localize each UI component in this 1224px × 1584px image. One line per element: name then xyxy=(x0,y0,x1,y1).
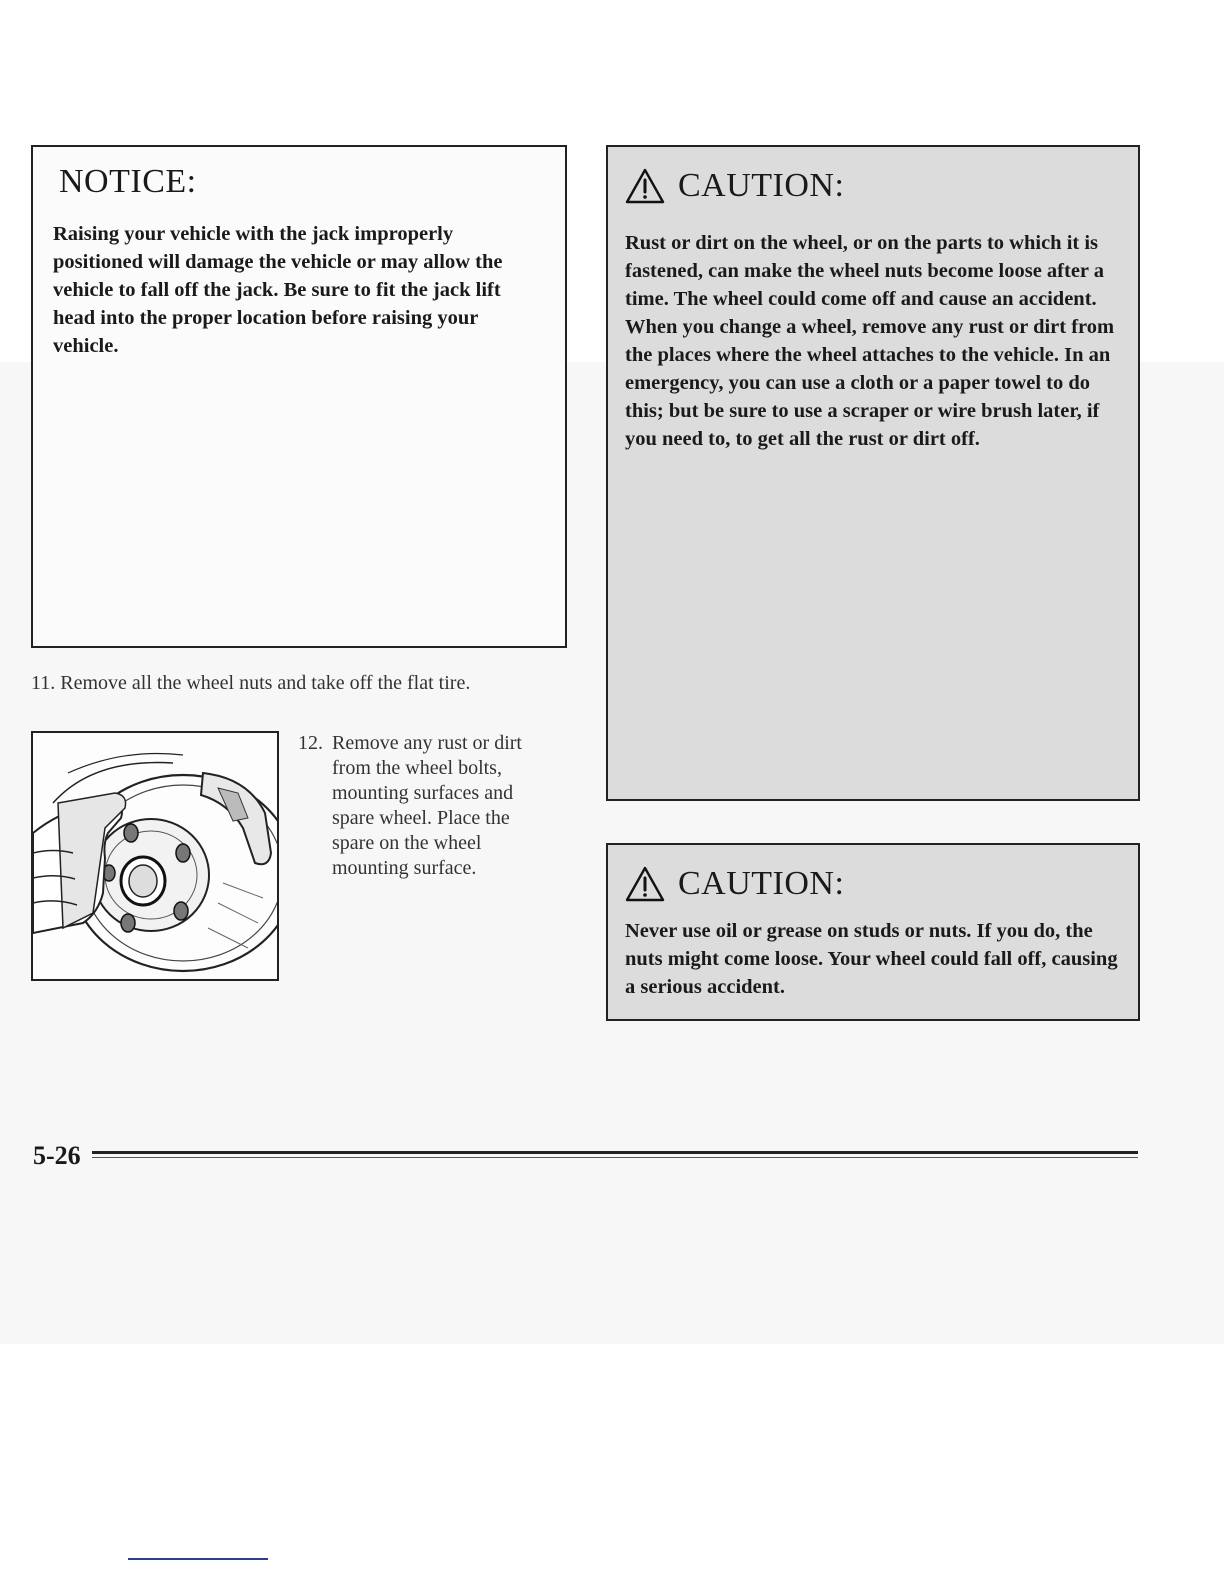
step-12-number: 12. xyxy=(298,732,323,754)
caution-2-header xyxy=(624,865,844,903)
caution-2-body: Never use oil or grease on studs or nuts. If you do, the nuts might come loose. Your wheel could fall off, causing a serious accident. xyxy=(625,920,1118,998)
warning-triangle-icon xyxy=(624,167,666,205)
step-12-text: Remove any rust or dirt from the wheel bolts, mounting surfaces and spare wheel. Place the spare on the wheel mounting surface. xyxy=(332,732,522,879)
wheel-hub-drawing xyxy=(33,733,277,979)
footer-rule xyxy=(92,1151,1138,1154)
caution-panel-1 xyxy=(606,145,1140,801)
bottom-link-line xyxy=(128,1558,268,1560)
step-11 xyxy=(31,672,470,695)
caution-1-body: Rust or dirt on the wheel, or on the parts to which it is fastened, can make the wheel nuts become loose after a time. The wheel could come off and cause an accident. When you change a wheel, remove any rust or dirt from the places where the wheel attaches to the vehicle. In an emergency, you can use a cloth or a paper towel to do this; but be sure to use a scraper or wire brush later, if you need to, to get all the rust or dirt off. xyxy=(625,232,1115,450)
step-11-text: Remove all the wheel nuts and take off the flat tire. xyxy=(60,672,471,694)
notice-title: NOTICE: xyxy=(59,163,197,200)
footer-rule-thin xyxy=(92,1157,1138,1158)
warning-triangle-icon xyxy=(624,865,666,903)
step-12 xyxy=(298,731,528,881)
notice-body: Raising your vehicle with the jack improperly positioned will damage the vehicle or may allow the vehicle to fall off the jack. Be sure to fit the jack lift head into the proper location before raising your vehicle. xyxy=(53,223,503,357)
wheel-hub-illustration xyxy=(31,731,279,981)
caution-panel-2 xyxy=(606,843,1140,1021)
caution-2-title: CAUTION: xyxy=(678,865,845,902)
notice-area xyxy=(31,145,567,648)
caution-1-title: CAUTION: xyxy=(678,167,845,204)
step-11-number: 11. xyxy=(31,672,56,694)
page-number: 5-26 xyxy=(33,1141,81,1170)
caution-1-header xyxy=(624,167,844,205)
